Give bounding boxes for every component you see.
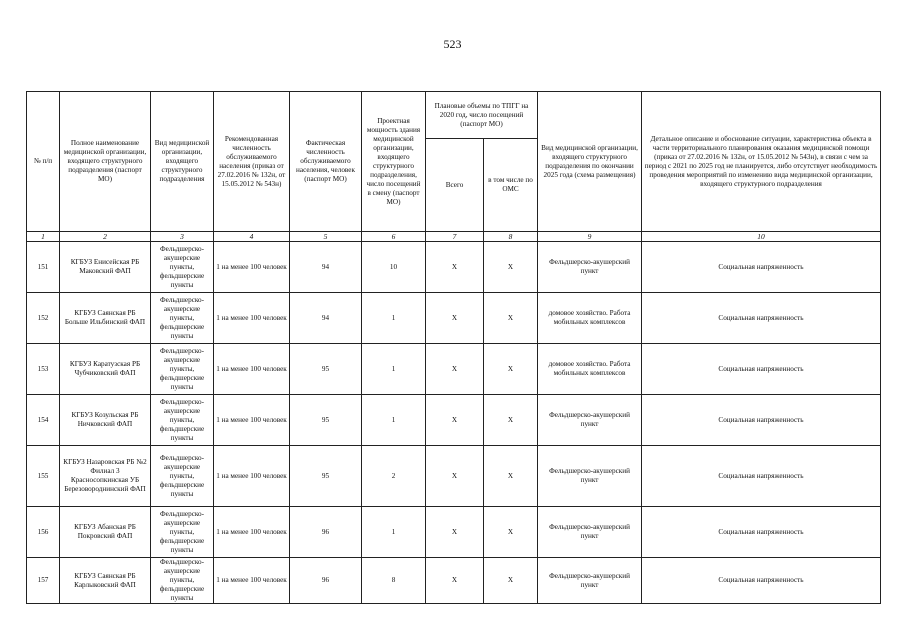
cell-oms: X (484, 344, 538, 395)
cell-type: Фельдшерско-акушерские пункты, фельдшерские пункты (151, 446, 214, 507)
cell-name: КГБУЗ Саянская РБ Больше Ильбинский ФАП (60, 293, 151, 344)
cell-name: КГБУЗ Енисейская РБ Маковский ФАП (60, 242, 151, 293)
cell-future-type: Фельдшерско-акушерский пункт (538, 395, 642, 446)
table-row (27, 446, 881, 507)
cell-type: Фельдшерско-акушерские пункты, фельдшерские пункты (151, 293, 214, 344)
cell-capacity: 1 (362, 293, 426, 344)
table-row (27, 344, 881, 395)
table-row (27, 293, 881, 344)
cell-total: X (426, 558, 484, 604)
table-row (27, 507, 881, 558)
cell-recommended: 1 на менее 100 человек (214, 293, 290, 344)
cell-future-type: Фельдшерско-акушерский пункт (538, 446, 642, 507)
cell-capacity: 1 (362, 395, 426, 446)
column-number: 2 (60, 232, 151, 242)
cell-total: X (426, 507, 484, 558)
cell-oms: X (484, 507, 538, 558)
cell-total: X (426, 395, 484, 446)
data-table (26, 91, 881, 604)
cell-total: X (426, 344, 484, 395)
header-type: Вид медицинской организации, входящего структурного подразделения (151, 92, 214, 232)
cell-description: Социальная напряженность (642, 395, 881, 446)
cell-type: Фельдшерско-акушерские пункты, фельдшерские пункты (151, 558, 214, 604)
cell-actual: 95 (290, 446, 362, 507)
cell-oms: X (484, 558, 538, 604)
cell-description: Социальная напряженность (642, 242, 881, 293)
header-number: № п/п (27, 92, 60, 232)
cell-type: Фельдшерско-акушерские пункты, фельдшерские пункты (151, 344, 214, 395)
header-future-type: Вид медицинской организации, входящего структурного подразделения по окончании 2025 года (схема размещения) (538, 92, 642, 232)
cell-capacity: 10 (362, 242, 426, 293)
cell-number: 151 (27, 242, 60, 293)
cell-description: Социальная напряженность (642, 293, 881, 344)
cell-actual: 95 (290, 344, 362, 395)
table-row (27, 558, 881, 604)
column-number: 6 (362, 232, 426, 242)
cell-recommended: 1 на менее 100 человек (214, 558, 290, 604)
cell-actual: 96 (290, 558, 362, 604)
cell-oms: X (484, 446, 538, 507)
header-capacity: Проектная мощность здания медицинской организации, входящего структурного подразделения, число посещений в смену (паспорт МО) (362, 92, 426, 232)
cell-number: 153 (27, 344, 60, 395)
cell-recommended: 1 на менее 100 человек (214, 242, 290, 293)
cell-name: КГБУЗ Назаровская РБ №2 Филиал 3 Красносопкинская УБ Березовороднинский ФАП (60, 446, 151, 507)
cell-capacity: 1 (362, 344, 426, 395)
column-number: 10 (642, 232, 881, 242)
header-actual: Фактическая численность обслуживаемого населения, человек (паспорт МО) (290, 92, 362, 232)
cell-actual: 94 (290, 242, 362, 293)
cell-total: X (426, 446, 484, 507)
cell-oms: X (484, 293, 538, 344)
column-number: 3 (151, 232, 214, 242)
column-number: 7 (426, 232, 484, 242)
cell-oms: X (484, 395, 538, 446)
cell-number: 152 (27, 293, 60, 344)
column-number: 4 (214, 232, 290, 242)
column-number-row (27, 232, 881, 242)
header-row (27, 92, 881, 139)
cell-description: Социальная напряженность (642, 507, 881, 558)
cell-capacity: 8 (362, 558, 426, 604)
cell-name: КГБУЗ Саянская РБ Карлыковский ФАП (60, 558, 151, 604)
header-recommended: Рекомендованная численность обслуживаемого населения (приказ от 27.02.2016 № 132н, от 15.05.2012 № 543н) (214, 92, 290, 232)
cell-recommended: 1 на менее 100 человек (214, 446, 290, 507)
cell-number: 155 (27, 446, 60, 507)
table-row (27, 395, 881, 446)
column-number: 9 (538, 232, 642, 242)
cell-recommended: 1 на менее 100 человек (214, 395, 290, 446)
column-number: 5 (290, 232, 362, 242)
cell-type: Фельдшерско-акушерские пункты, фельдшерские пункты (151, 395, 214, 446)
header-planned-volumes: Плановые объемы по ТПГГ на 2020 год, число посещений (паспорт МО) (426, 92, 538, 139)
cell-name: КГБУЗ Козульская РБ Ничковский ФАП (60, 395, 151, 446)
header-total: Всего (426, 139, 484, 232)
cell-name: КГБУЗ Абанская РБ Покровский ФАП (60, 507, 151, 558)
cell-number: 156 (27, 507, 60, 558)
cell-description: Социальная напряженность (642, 558, 881, 604)
cell-future-type: домовое хозяйство. Работа мобильных комплексов (538, 344, 642, 395)
table-row (27, 242, 881, 293)
cell-future-type: Фельдшерско-акушерский пункт (538, 507, 642, 558)
page-number: 523 (443, 37, 462, 51)
cell-name: КГБУЗ Каратузская РБ Чубчиковский ФАП (60, 344, 151, 395)
column-number: 8 (484, 232, 538, 242)
cell-number: 154 (27, 395, 60, 446)
cell-type: Фельдшерско-акушерские пункты, фельдшерские пункты (151, 242, 214, 293)
column-number: 1 (27, 232, 60, 242)
cell-recommended: 1 на менее 100 человек (214, 344, 290, 395)
cell-number: 157 (27, 558, 60, 604)
cell-future-type: Фельдшерско-акушерский пункт (538, 558, 642, 604)
cell-capacity: 1 (362, 507, 426, 558)
header-full-name: Полное наименование медицинской организации, входящего структурного подразделения (паспорт МО) (60, 92, 151, 232)
header-oms: в том числе по ОМС (484, 139, 538, 232)
header-description: Детальное описание и обоснование ситуации, характеристика объекта в части территориального планирования оказания медицинской помощи (приказ от 27.02.2016 № 132н, от 15.05.2012 № 543н), в связи с чем за период с 2021 по 2025 год не планируется, либо отсутствует необходимость проведения мероприятий по изменению вида медицинской организации, входящего структурного подразделения (642, 92, 881, 232)
cell-future-type: Фельдшерско-акушерский пункт (538, 242, 642, 293)
cell-capacity: 2 (362, 446, 426, 507)
cell-actual: 94 (290, 293, 362, 344)
cell-actual: 96 (290, 507, 362, 558)
cell-future-type: домовое хозяйство. Работа мобильных комплексов (538, 293, 642, 344)
cell-description: Социальная напряженность (642, 446, 881, 507)
cell-description: Социальная напряженность (642, 344, 881, 395)
cell-recommended: 1 на менее 100 человек (214, 507, 290, 558)
cell-type: Фельдшерско-акушерские пункты, фельдшерские пункты (151, 507, 214, 558)
cell-total: X (426, 293, 484, 344)
cell-oms: X (484, 242, 538, 293)
cell-total: X (426, 242, 484, 293)
cell-actual: 95 (290, 395, 362, 446)
